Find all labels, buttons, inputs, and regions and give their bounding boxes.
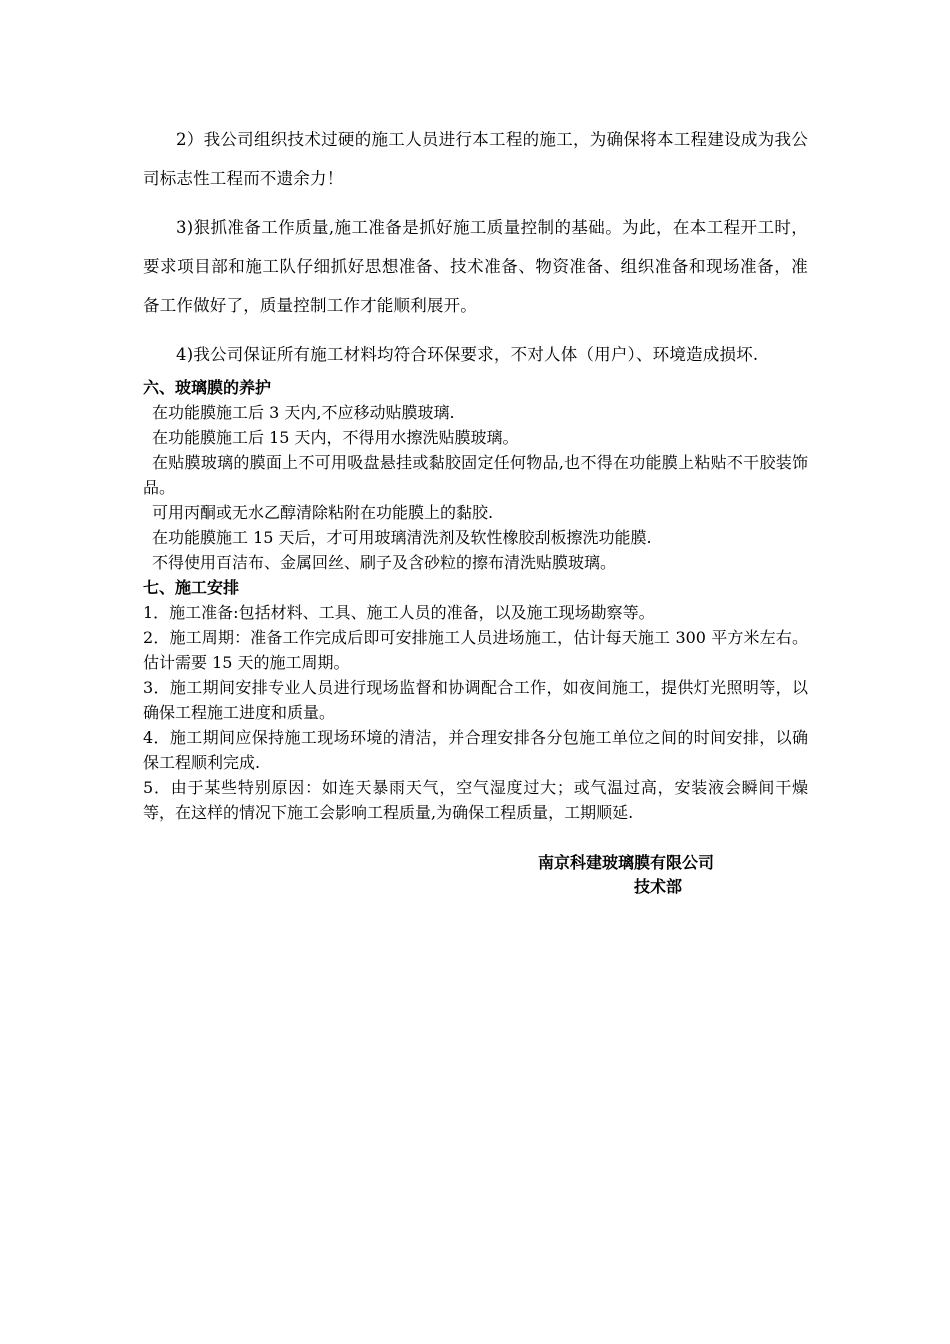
main-sections xyxy=(143,375,808,825)
care-item: 在贴膜玻璃的膜面上不可用吸盘悬挂或黏胶固定任何物品,也不得在功能膜上粘贴不干胶装饰品。 xyxy=(143,453,808,497)
section-heading-film-care: 六、玻璃膜的养护 xyxy=(143,378,272,397)
care-item: 在功能膜施工后 15 天内，不得用水擦洗贴膜玻璃。 xyxy=(152,428,519,447)
care-item: 不得使用百洁布、金属回丝、刷子及含砂粒的擦布清洗贴膜玻璃。 xyxy=(152,553,617,572)
schedule-item: 4．施工期间应保持施工现场环境的清洁，并合理安排各分包施工单位之间的时间安排，以确保工程顺利完成. xyxy=(143,728,808,772)
intro-paragraph-4: 4)我公司保证所有施工材料均符合环保要求，不对人体（用户）、环境造成损坏. xyxy=(176,345,759,364)
schedule-item: 5．由于某些特别原因：如连天暴雨天气，空气湿度过大；或气温过高，安装液会瞬间干燥等，在这样的情况下施工会影响工程质量,为确保工程质量，工期顺延. xyxy=(143,778,808,822)
signature-department: 技术部 xyxy=(634,877,683,896)
schedule-item: 1．施工准备:包括材料、工具、施工人员的准备，以及施工现场勘察等。 xyxy=(143,603,655,622)
care-item: 可用丙酮或无水乙醇清除粘附在功能膜上的黏胶. xyxy=(152,503,494,522)
care-item: 在功能膜施工 15 天后，才可用玻璃清洗剂及软性橡胶刮板擦洗功能膜. xyxy=(152,528,652,547)
intro-paragraphs xyxy=(143,120,808,384)
intro-paragraph-2: 2）我公司组织技术过硬的施工人员进行本工程的施工，为确保将本工程建设成为我公司标志性工程而不遗余力！ xyxy=(143,130,808,188)
signature-company: 南京科建玻璃膜有限公司 xyxy=(538,853,715,872)
schedule-item: 3．施工期间安排专业人员进行现场监督和协调配合工作，如夜间施工，提供灯光照明等，以确保工程施工进度和质量。 xyxy=(143,678,808,722)
care-item: 在功能膜施工后 3 天内,不应移动贴膜玻璃. xyxy=(152,403,455,422)
section-heading-construction-schedule: 七、施工安排 xyxy=(143,578,240,597)
intro-paragraph-3: 3)狠抓准备工作质量,施工准备是抓好施工质量控制的基础。为此，在本工程开工时，要求项目部和施工队仔细抓好思想准备、技术准备、物资准备、组织准备和现场准备，准备工作做好了，质量控制工作才能顺利展开。 xyxy=(143,218,808,315)
schedule-item: 2．施工周期：准备工作完成后即可安排施工人员进场施工，估计每天施工 300 平方米左右。估计需要 15 天的施工周期。 xyxy=(143,628,808,672)
